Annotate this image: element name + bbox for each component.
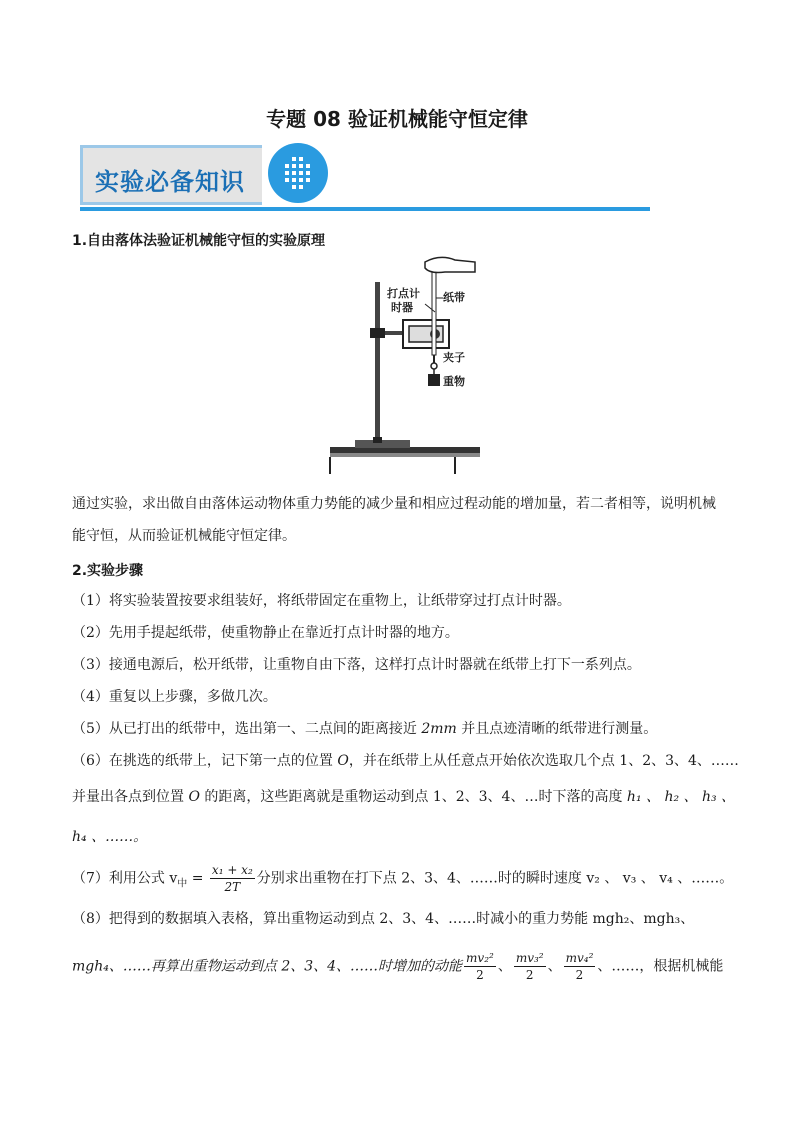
step6-post: ，并在纸带上从任意点开始依次选取几个点 1、2、3、4、…… (348, 753, 739, 769)
step5-pre: （5）从已打出的纸带中，选出第一、二点间的距离接近 (72, 721, 422, 737)
step8-pre: mgh₄、……再算出重物运动到点 2、3、4、……时增加的动能 (72, 958, 463, 975)
kinetic-fraction-3 (514, 950, 546, 983)
step7-pre: （7）利用公式 v (72, 870, 178, 887)
step6-line2-pre: 并量出各点到位置 (72, 789, 189, 805)
step-6-line3: h₄ 、……。 (72, 829, 148, 845)
point-o: O (337, 753, 349, 769)
heights: h₁ 、 h₂ 、 h₃ 、 (626, 789, 736, 805)
section-heading-2: 2.实验步骤 (72, 563, 144, 579)
step8-post: 、……，根据机械能 (597, 958, 724, 975)
step-4: （4）重复以上步骤，多做几次。 (72, 689, 277, 705)
label-tape: 纸带 (443, 291, 465, 304)
frac4-den: 2 (575, 968, 584, 982)
step-8-line1: （8）把得到的数据填入表格，算出重物运动到点 2、3、4、……时减小的重力势能 mgh₂、mgh₃、 (72, 911, 695, 927)
step7-post: 分别求出重物在打下点 2、3、4、……时的瞬时速度 v₂ 、 v₃ 、 v₄ 、……。 (256, 870, 734, 887)
step6-line2-mid: 的距离，这些距离就是重物运动到点 1、2、3、4、…时下落的高度 (199, 789, 627, 805)
step6-pre: （6）在挑选的纸带上，记下第一点的位置 (72, 753, 338, 769)
label-weight: 重物 (443, 375, 465, 388)
step-6-line1 (72, 750, 739, 770)
sep-2: 、 (547, 958, 562, 975)
grid-dots-icon (268, 143, 328, 203)
step-5 (72, 718, 657, 738)
banner-label: 实验必备知识 (95, 168, 245, 196)
step7-sub: 中 (177, 878, 188, 890)
frac2-den: 2 (476, 968, 484, 982)
kinetic-fraction-2 (464, 950, 496, 983)
formula-denominator: 2T (224, 880, 241, 894)
step5-post: 并且点迹清晰的纸带进行测量。 (456, 721, 658, 737)
step-7 (72, 862, 733, 895)
point-o-ref: O (188, 789, 200, 805)
step-8-line2 (72, 950, 723, 983)
velocity-formula (210, 862, 255, 895)
page-title: 专题 08 验证机械能守恒定律 (266, 107, 528, 131)
label-timer-2: 时器 (391, 301, 413, 314)
banner-box (80, 145, 262, 205)
apparatus-figure (325, 252, 485, 477)
step-1: （1）将实验装置按要求组装好，将纸带固定在重物上，让纸带穿过打点计时器。 (72, 593, 571, 609)
kinetic-fraction-4 (564, 950, 596, 983)
banner-underline (80, 207, 650, 211)
frac3-num: mv₃² (515, 951, 544, 965)
principle-paragraph: 通过实验，求出做自由落体运动物体重力势能的减少量和相应过程动能的增加量，若二者相等，说明机械能守恒，从而验证机械能守恒定律。 (72, 496, 716, 544)
section-heading-1: 1.自由落体法验证机械能守恒的实验原理 (72, 233, 326, 249)
section-banner (80, 143, 330, 209)
step5-value: 2mm (421, 721, 457, 737)
label-timer-1: 打点计 (387, 287, 420, 300)
formula-numerator: x₁ + x₂ (211, 863, 253, 877)
frac2-num: mv₂² (466, 951, 494, 965)
label-clip: 夹子 (443, 351, 465, 364)
step-2: （2）先用手提起纸带，使重物静止在靠近打点计时器的地方。 (72, 625, 459, 641)
frac4-num: mv₄² (565, 951, 594, 965)
step-6-line2 (72, 786, 735, 806)
step7-eq: = (187, 870, 208, 887)
frac3-den: 2 (525, 968, 534, 982)
step-3: （3）接通电源后，松开纸带，让重物自由下落，这样打点计时器就在纸带上打下一系列点。 (72, 657, 641, 673)
sep-1: 、 (497, 958, 512, 975)
